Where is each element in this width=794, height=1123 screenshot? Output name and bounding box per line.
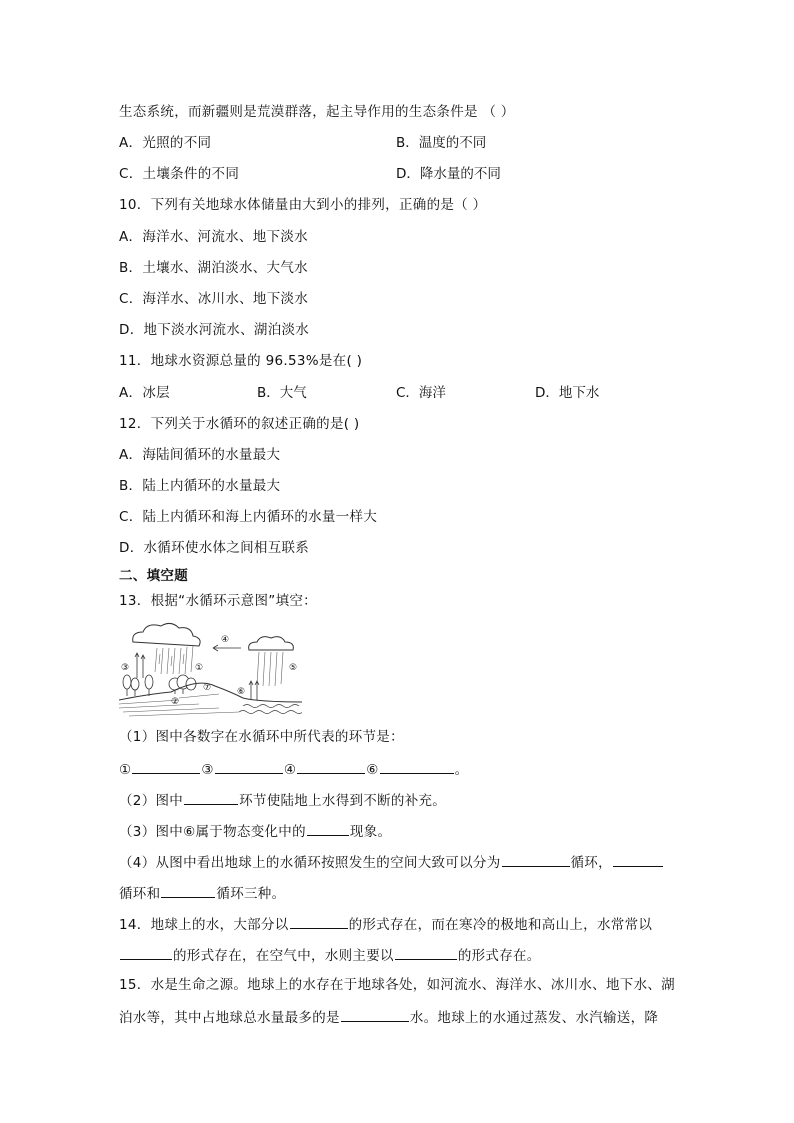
q15-line1: 15．水是生命之源。地球上的水存在于地球各处，如河流水、海洋水、冰川水、地下水、湖 — [119, 977, 675, 993]
q12-stem: 12．下列关于水循环的叙述正确的是( ) — [119, 416, 360, 432]
q11-option-a[interactable]: A．冰层 — [119, 385, 170, 401]
label-6: ⑥ — [237, 687, 246, 697]
label-1: ① — [195, 663, 204, 673]
label-2: ② — [171, 697, 180, 707]
q13-part4-line2 — [119, 883, 285, 903]
q11-option-c[interactable]: C．海洋 — [396, 385, 446, 401]
q13-part4-prefix: （4）从图中看出地球上的水循环按照发生的空间大致可以分为 — [119, 855, 501, 871]
blank-1[interactable] — [132, 759, 200, 774]
q14-line1 — [119, 914, 652, 934]
q14-mid: 的形式存在，而在寒冷的极地和高山上，水常常以 — [348, 917, 653, 933]
q13-part2-prefix: （2）图中 — [119, 793, 184, 809]
q9-stem: 生态系统，而新疆则是荒漠群落，起主导作用的生态条件是 （ ） — [119, 104, 515, 120]
label-7: ⑦ — [203, 683, 212, 693]
blank-part4-3[interactable] — [161, 883, 215, 898]
blank-q14-1[interactable] — [290, 914, 348, 929]
q13-part1-blanks — [119, 759, 468, 779]
blank-label-6: ⑥ — [366, 762, 379, 778]
q15-suffix: 水。地球上的水通过蒸发、水汽输送，降 — [409, 1010, 659, 1026]
q14-suffix: 的形式存在。 — [457, 948, 541, 964]
q13-part2 — [119, 790, 446, 810]
q14-prefix: 14．地球上的水，大部分以 — [119, 917, 289, 933]
q10-stem: 10．下列有关地球水体储量由大到小的排列，正确的是（ ） — [119, 197, 487, 213]
blank-q15-1[interactable] — [341, 1007, 409, 1022]
q13-part2-suffix: 环节使陆地上水得到不断的补充。 — [239, 793, 447, 809]
q11-stem: 11．地球水资源总量的 96.53%是在( ) — [119, 353, 363, 369]
blank-label-1: ① — [119, 762, 132, 778]
blank-part4-2[interactable] — [613, 852, 663, 867]
label-4: ④ — [221, 635, 230, 645]
blank-label-4: ④ — [283, 762, 297, 778]
q15-prefix: 泊水等，其中占地球总水量最多的是 — [119, 1010, 340, 1026]
q11-option-d[interactable]: D．地下水 — [535, 385, 600, 401]
q12-option-b[interactable]: B．陆上内循环的水量最大 — [119, 478, 281, 494]
q13-part4-suffix: 循环三种。 — [216, 886, 286, 902]
blank-6[interactable] — [380, 759, 454, 774]
q10-option-b[interactable]: B．土壤水、湖泊淡水、大气水 — [119, 260, 308, 276]
q13-part1: （1）图中各数字在水循环中所代表的环节是： — [119, 729, 404, 745]
q14-line2 — [119, 945, 541, 965]
q9-option-d[interactable]: D．降水量的不同 — [396, 166, 501, 182]
blank-3[interactable] — [215, 759, 283, 774]
q9-option-c[interactable]: C．土壤条件的不同 — [119, 166, 240, 182]
q13-part4-mid2: 循环和 — [119, 886, 161, 902]
q14-mid2: 的形式存在，在空气中，水则主要以 — [173, 948, 394, 964]
q15-line2 — [119, 1007, 658, 1027]
q11-option-b[interactable]: B．大气 — [257, 385, 307, 401]
q9-option-a[interactable]: A．光照的不同 — [119, 135, 212, 151]
blank-part2[interactable] — [184, 790, 238, 805]
blank-part3[interactable] — [307, 821, 349, 836]
q12-option-a[interactable]: A．海陆间循环的水量最大 — [119, 447, 281, 463]
label-5: ⑤ — [289, 663, 298, 673]
q13-part4-mid: 循环， — [570, 855, 612, 871]
q12-option-d[interactable]: D．水循环使水体之间相互联系 — [119, 540, 310, 556]
label-3: ③ — [121, 663, 130, 673]
q10-option-a[interactable]: A．海洋水、河流水、地下淡水 — [119, 229, 308, 245]
q12-option-c[interactable]: C．陆上内循环和海上内循环的水量一样大 — [119, 509, 378, 525]
q9-option-b[interactable]: B．温度的不同 — [396, 135, 487, 151]
section-title: 二、填空题 — [119, 568, 188, 584]
q13-part3-prefix: （3）图中⑥属于物态变化中的 — [119, 824, 306, 840]
q13-part3-suffix: 现象。 — [349, 824, 392, 840]
blank-q14-3[interactable] — [395, 945, 457, 960]
blank-q14-2[interactable] — [120, 945, 172, 960]
blank-end: 。 — [454, 762, 469, 778]
q10-option-d[interactable]: D．地下淡水河流水、湖泊淡水 — [119, 322, 310, 338]
blank-part4-1[interactable] — [502, 852, 570, 867]
q10-option-c[interactable]: C．海洋水、冰川水、地下淡水 — [119, 291, 309, 307]
blank-label-3: ③ — [201, 762, 214, 778]
q13-stem: 13．根据“水循环示意图”填空： — [119, 593, 317, 609]
q13-part4-line1 — [119, 852, 664, 872]
water-cycle-diagram — [119, 620, 302, 718]
q13-part3 — [119, 821, 391, 841]
blank-4[interactable] — [297, 759, 365, 774]
